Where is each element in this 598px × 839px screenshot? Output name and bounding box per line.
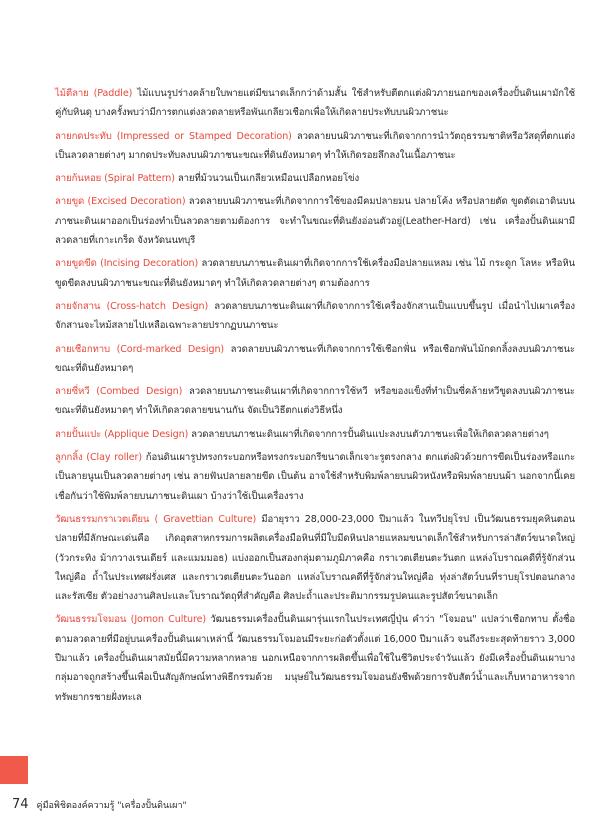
glossary-definition: วัฒนธรรมเครื่องปั้นดินเผารุ่นแรกในประเทศญี่ปุ่น คำว่า "โจมอน" แปลว่าเชือกทาบ ตั้งชื่อตามลวดลายที่มีอยู่บนเครื่องปั้นดินเผาเหล่านี้ วัฒนธรรมโจมอนมีระยะก่อตัวตั้งแต่ 16,000 ปีมาแล้ว จนถึงระยะสุดท้ายราว 3,000 ปีมาแล้ว เครื่องปั้นดินเผาสมัยนี้มีความหลากหลาย นอกเหนือจากการผลิตขึ้นเพื่อใช้ในชีวิตประจำวันแล้ว ยังมีเครื่องปั้นดินเผาบางกลุ่มอาจถูกสร้างขึ้นเพื่อเป็นสัญลักษณ์ทางพิธีกรรมด้วย มนุษย์ในวัฒนธรรมโจมอนยังชีพด้วยการจับสัตว์น้ำและเก็บหาอาหารจากทรัพยากรชายฝั่งทะเล xyxy=(55,614,576,703)
glossary-definition: มีอายุราว 28,000-23,000 ปีมาแล้ว ในทวีปยุโรป เป็นวัฒนธรรมยุคหินตอนปลายที่มีลักษณะเด่นคือ เกิดอุตสาหกรรมการผลิตเครื่องมือหินที่มีใบมีดหินปลายแหลมขนาดเล็กใช้สำหรับการล่าสัตว์ขนาดใหญ่ (วัวกระทิง ม้ากวางเรนเดียร์ และแมมมอธ) แบ่งออกเป็นสองกลุ่มตามภูมิภาคคือ กราเวตเตียนตะวันตก แหล่งโบราณคดีที่รู้จักส่วนใหญ่คือ ถ้ำในประเทศฝรั่งเศส และกราเวตเตียนตะวันออก แหล่งโบราณคดีที่รู้จักส่วนใหญ่คือ ทุ่งล่าสัตว์บนที่ราบยุโรปตอนกลางและรัสเซีย ตัวอย่างงานศิลปะและโบราณวัตถุที่สำคัญคือ ศิลปะถ้ำและประติมากรรมรูปคนและรูปสัตว์ขนาดเล็ก xyxy=(55,513,575,603)
page-footer xyxy=(12,797,187,817)
glossary-term: ลายขูด (Excised Decoration) xyxy=(55,196,186,208)
glossary-definition: ลวดลายบนผิวภาชนะที่เกิดจากการนำวัตถุธรรมชาติหรือวัสดุที่ตกแต่งเป็นลวดลายต่างๆ มากดประทับลงบนผิวภาชนะขณะที่ดินยังหมาดๆ ทำให้เกิดรอยลึกลงในเนื้อภาชนะ xyxy=(55,130,575,161)
glossary-term: วัฒนธรรมโจมอน (Jomon Culture) xyxy=(55,614,207,626)
glossary-definition: ลวดลายบนภาชนะดินเผาที่เกิดจากการใช้เครื่องมือปลายแหลม เช่น ไม้ กระดูก โลหะ หรือหิน ขูดขีดลงบนผิวภาชนะขณะที่ดินยังหมาดๆ ทำให้เกิดลวดลายต่างๆ ตามต้องการ xyxy=(55,258,576,289)
glossary-entry-spiral-pattern xyxy=(55,169,575,188)
glossary-term: ลูกกลิ้ง (Clay roller) xyxy=(55,452,143,464)
glossary-definition: ลวดลายบนผิวภาชนะที่เกิดจากการใช้ของมีคมปลายมน ปลายโค้ง หรือปลายตัด ขูดตัดเอาดินบนภาชนะดินเผาออกเป็นร่องทำเป็นลวดลายตามต้องการ จะทำในขณะที่ดินยังอ่อนตัวอยู่(Leather-Hard) เช่น เครื่องปั้นดินเผามีลวดลายที่เกาะเกร็ด จังหวัดนนทบุรี xyxy=(55,196,575,247)
glossary-term: วัฒนธรรมกราเวตเตียน ( Gravettian Culture) xyxy=(55,513,257,525)
glossary-definition: ลวดลายบนภาชนะดินเผาที่เกิดจากการใช้เครื่องจักสานเป็นแบบขึ้นรูป เมื่อนำไปเผาเครื่องจักสานจะไหม้สลายไปเหลือเฉพาะลายปรากฏบนภาชนะ xyxy=(55,300,576,332)
glossary-term: ลายขูดขีด (Incising Decoration) xyxy=(55,258,199,270)
glossary-content xyxy=(55,84,575,711)
glossary-entry-cord-marked-design xyxy=(55,340,575,379)
glossary-entry-jomon-culture xyxy=(55,610,575,706)
glossary-definition: ก้อนดินเผารูปทรงกระบอกหรือทรงกระบอกรีขนาดเล็กเจาะรูตรงกลาง ตกแต่งผิวด้วยการขีดเป็นร่องหรือแกะเป็นลายนูนเป็นลวดลายต่างๆ เช่น ลายฟันปลายลายขีด เป็นต้น อาจใช้สำหรับพิมพ์ลายบนผิวหนังหรือพิมพ์ลายบนผ้า นอกจากนี้เคยเชื่อกันว่าใช้พิมพ์ลายบนภาชนะดินเผา บ้างว่าใช้เป็นเครื่องราง xyxy=(55,452,575,502)
side-tab-marker xyxy=(0,756,28,784)
glossary-term: ลายกดประทับ (Impressed or Stamped Decoration) xyxy=(55,130,292,142)
glossary-definition: ลวดลายบนผิวภาชนะที่เกิดจากการใช้เชือกฟั่น หรือเชือกพันไม้กดกลิ้งลงบนผิวภาชนะขณะที่ดินยังหมาดๆ xyxy=(55,343,575,374)
glossary-entry-clay-roller xyxy=(55,448,575,506)
glossary-entry-impressed-decoration xyxy=(55,127,575,166)
glossary-entry-gravettian-culture xyxy=(55,510,575,606)
glossary-term: ลายปั้นแปะ (Applique Design) xyxy=(55,428,189,440)
glossary-term: ลายจักสาน (Cross-hatch Design) xyxy=(55,300,209,312)
glossary-entry-applique-design xyxy=(55,425,575,444)
glossary-definition: ไม้แบนรูปร่างคล้ายใบพายแต่มีขนาดเล็กกว่าด้ามสั้น ใช้สำหรับตีตกแต่งผิวภายนอกของเครื่องปั้นดินเผามักใช้คู่กับหินดุ บางครั้งพบว่ามีการตกแต่งลวดลายหรือพันเกลียวเชือกเพื่อให้เกิดลายประทับบนผิวภาชนะ xyxy=(55,88,575,119)
glossary-entry-excised-decoration xyxy=(55,192,575,250)
glossary-definition: ลวดลายบนภาชนะดินเผาที่เกิดจากการใช้หวี หรือของแข็งที่ทำเป็นซี่คล้ายหวีขูดลงบนผิวภาชนะขณะที่ดินยังหมาดๆ ทำให้เกิดลวดลายขนานกัน จัดเป็นวิธีตกแต่งวิธีหนึ่ง xyxy=(55,386,575,417)
glossary-entry-incising-decoration xyxy=(55,254,575,293)
glossary-entry-paddle xyxy=(55,84,575,123)
glossary-entry-combed-design xyxy=(55,382,575,421)
book-title: คู่มือพิชิตองค์ความรู้ "เครื่องปั้นดินเผา" xyxy=(36,801,187,811)
glossary-entry-cross-hatch-design xyxy=(55,297,575,336)
glossary-term: ลายเชือกทาบ (Cord-marked Design) xyxy=(55,343,225,355)
glossary-definition: ลายที่ม้วนวนเป็นเกลียวเหมือนเปลือกหอยโข่ง xyxy=(174,173,360,185)
page-number: 74 xyxy=(12,797,29,812)
glossary-definition: ลวดลายบนภาชนะดินเผาที่เกิดจากการปั้นดินแปะลงบนตัวภาชนะเพื่อให้เกิดลวดลายต่างๆ xyxy=(188,428,549,440)
glossary-term: ไม้ตีลาย (Paddle) xyxy=(55,88,133,99)
glossary-term: ลายซี่หวี (Combed Design) xyxy=(55,386,183,398)
glossary-term: ลายก้นหอย (Spiral Pattern) xyxy=(55,173,175,185)
